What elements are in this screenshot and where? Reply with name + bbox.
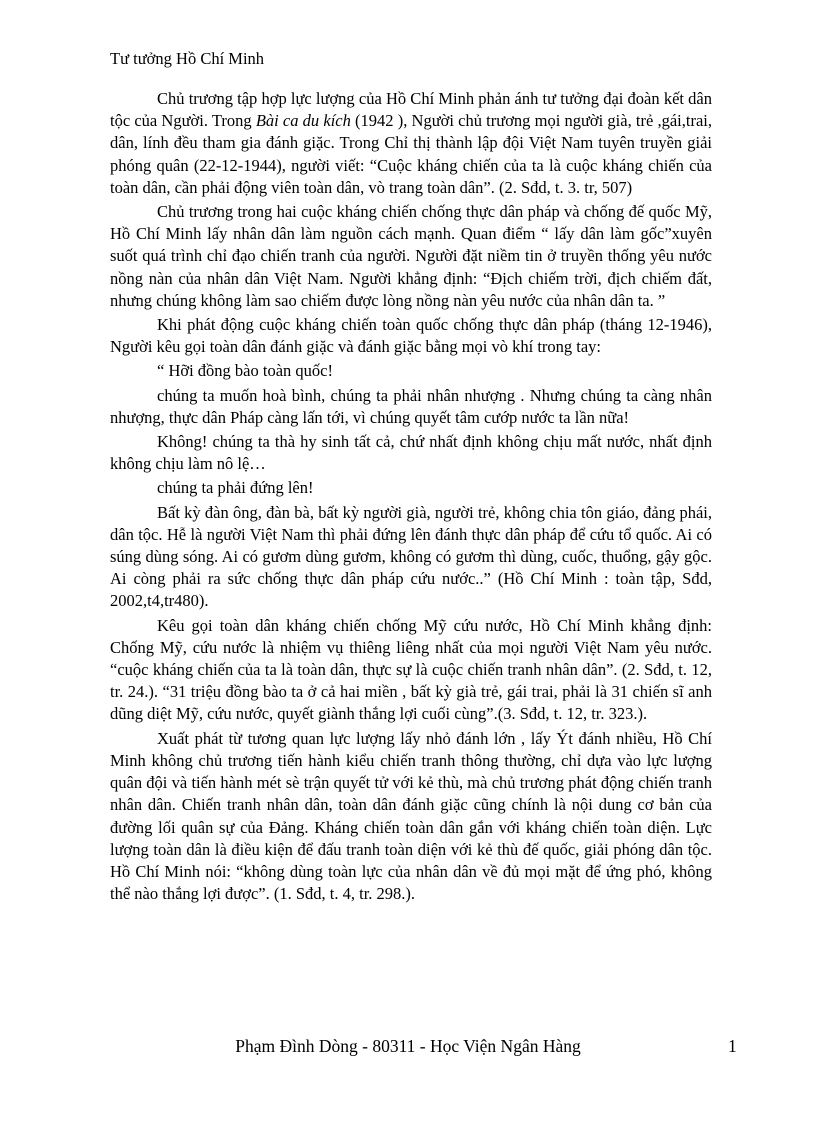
- paragraph-4: Kêu gọi toàn dân kháng chiến chống Mỹ cứu nước, Hồ Chí Minh khẳng định: Chống Mỹ, cứu nước là nhiệm vụ thiêng liêng nhất của mọi người Việt Nam yêu nước. “cuộc kháng chiến của ta là toàn dân, thực sự là cuộc chiến tranh nhân dân”. (2. Sđd, t. 12, tr. 24.). “31 triệu đồng bào ta ở cả hai miền , bất kỳ già trẻ, gái trai, phải là 31 chiến sĩ anh dũng diệt Mỹ, cứu nước, quyết giành thắng lợi cuối cùng”.(3. Sđd, t. 12, tr. 323.).: [110, 615, 712, 724]
- page-header: Tư tưởng Hồ Chí Minh: [110, 49, 265, 68]
- paragraph-3: Khi phát động cuộc kháng chiến toàn quốc chống thực dân pháp (tháng 12-1946), Người kêu gọi toàn dân đánh giặc và đánh giặc bằng mọi vò khí trong tay:: [110, 315, 712, 357]
- page-number: 1: [728, 1036, 737, 1056]
- quote-paragraph-3: chúng ta phải đứng lên!: [157, 478, 314, 498]
- paragraph-1: [110, 88, 712, 199]
- paragraph-5: Xuất phát từ tương quan lực lượng lấy nhỏ đánh lớn , lấy Ýt đánh nhiều, Hồ Chí Minh không chủ trương tiến hành kiểu chiến tranh thông thường, chỉ dựa vào lực lượng quân đội và tiến hành mét sè trận quyết tử với kẻ thù, mà chủ trương phát động chiến tranh nhân dân. Chiến tranh nhân dân, toàn dân đánh giặc cũng chính là nội dung cơ bản của đường lối quân sự của Đảng. Kháng chiến toàn dân gắn với kháng chiến toàn diện. Lực lượng toàn dân là điều kiện để đấu tranh toàn diện với kẻ thù đế quốc, giải phóng dân tộc. Hồ Chí Minh nói: “không dùng toàn lực của nhân dân về đủ mọi mặt để ứng phó, không thể nào thắng lợi được”. (1. Sđd, t. 4, tr. 298.).: [110, 728, 712, 904]
- song-title: Bài ca du kích: [255, 111, 351, 131]
- quote-greeting: “ Hỡi đồng bào toàn quốc!: [157, 361, 333, 381]
- quote-paragraph-2: Không! chúng ta thà hy sinh tất cả, chứ nhất định không chịu mất nước, nhất định không chịu làm nô lệ…: [110, 432, 712, 474]
- quote-paragraph-4: Bất kỳ đàn ông, đàn bà, bất kỳ người già, người trẻ, không chia tôn giáo, đảng phái, dân tộc. Hễ là người Việt Nam thì phải đứng lên đánh thực dân pháp để cứu tổ quốc. Ai có súng dùng sóng. Ai có gươm dùng gươm, không có gươm thì dùng, cuốc, thuổng, gậy gộc. Ai còng phải ra sức chống thực dân pháp cứu nước..” (Hồ Chí Minh : toàn tập, Sđd, 2002,t4,tr480).: [110, 502, 712, 611]
- paragraph-1-start: Chủ trương tập hợp lực lượng của Hồ Chí Minh phản ánh tư tưởng đại đoàn kết dân tộc của Người. Trong: [110, 89, 712, 131]
- page-footer: [0, 1036, 816, 1060]
- quote-paragraph-1: chúng ta muốn hoà bình, chúng ta phải nhân nhượng . Nhưng chúng ta càng nhân nhượng, thực dân Pháp càng lấn tới, vì chúng quyết tâm cướp nước ta lần nữa!: [110, 385, 712, 427]
- paragraph-1-end: (1942 ), Người chủ trương mọi người già, trẻ ,gái,trai, dân, lính đều tham gia đánh giặc. Trong Chỉ thị thành lập đội Việt Nam tuyên truyền giải phóng quân (22-12-1944), người viết: “Cuộc kháng chiến của ta là cuộc kháng chiến của toàn dân, cần phải động viên toàn dân, vò trang toàn dân”. (2. Sđd, t. 3. tr, 507): [110, 111, 712, 197]
- document-body: [110, 88, 712, 907]
- footer-author: Phạm Đình Dòng - 80311 - Học Viện Ngân Hàng: [235, 1036, 581, 1056]
- paragraph-2: Chủ trương trong hai cuộc kháng chiến chống thực dân pháp và chống đế quốc Mỹ, Hồ Chí Minh lấy nhân dân làm nguồn cách mạnh. Quan điểm “ lấy dân làm gốc”xuyên suốt quá trình chỉ đạo chiến tranh của người. Người đặt niềm tin ở truyền thống yêu nước nồng nàn của nhân dân Việt Nam. Người khẳng định: “Địch chiếm trời, địch chiếm đất, nhưng chúng không làm sao chiếm được lòng nồng nàn yêu nước của nhân dân ta. ”: [110, 202, 712, 310]
